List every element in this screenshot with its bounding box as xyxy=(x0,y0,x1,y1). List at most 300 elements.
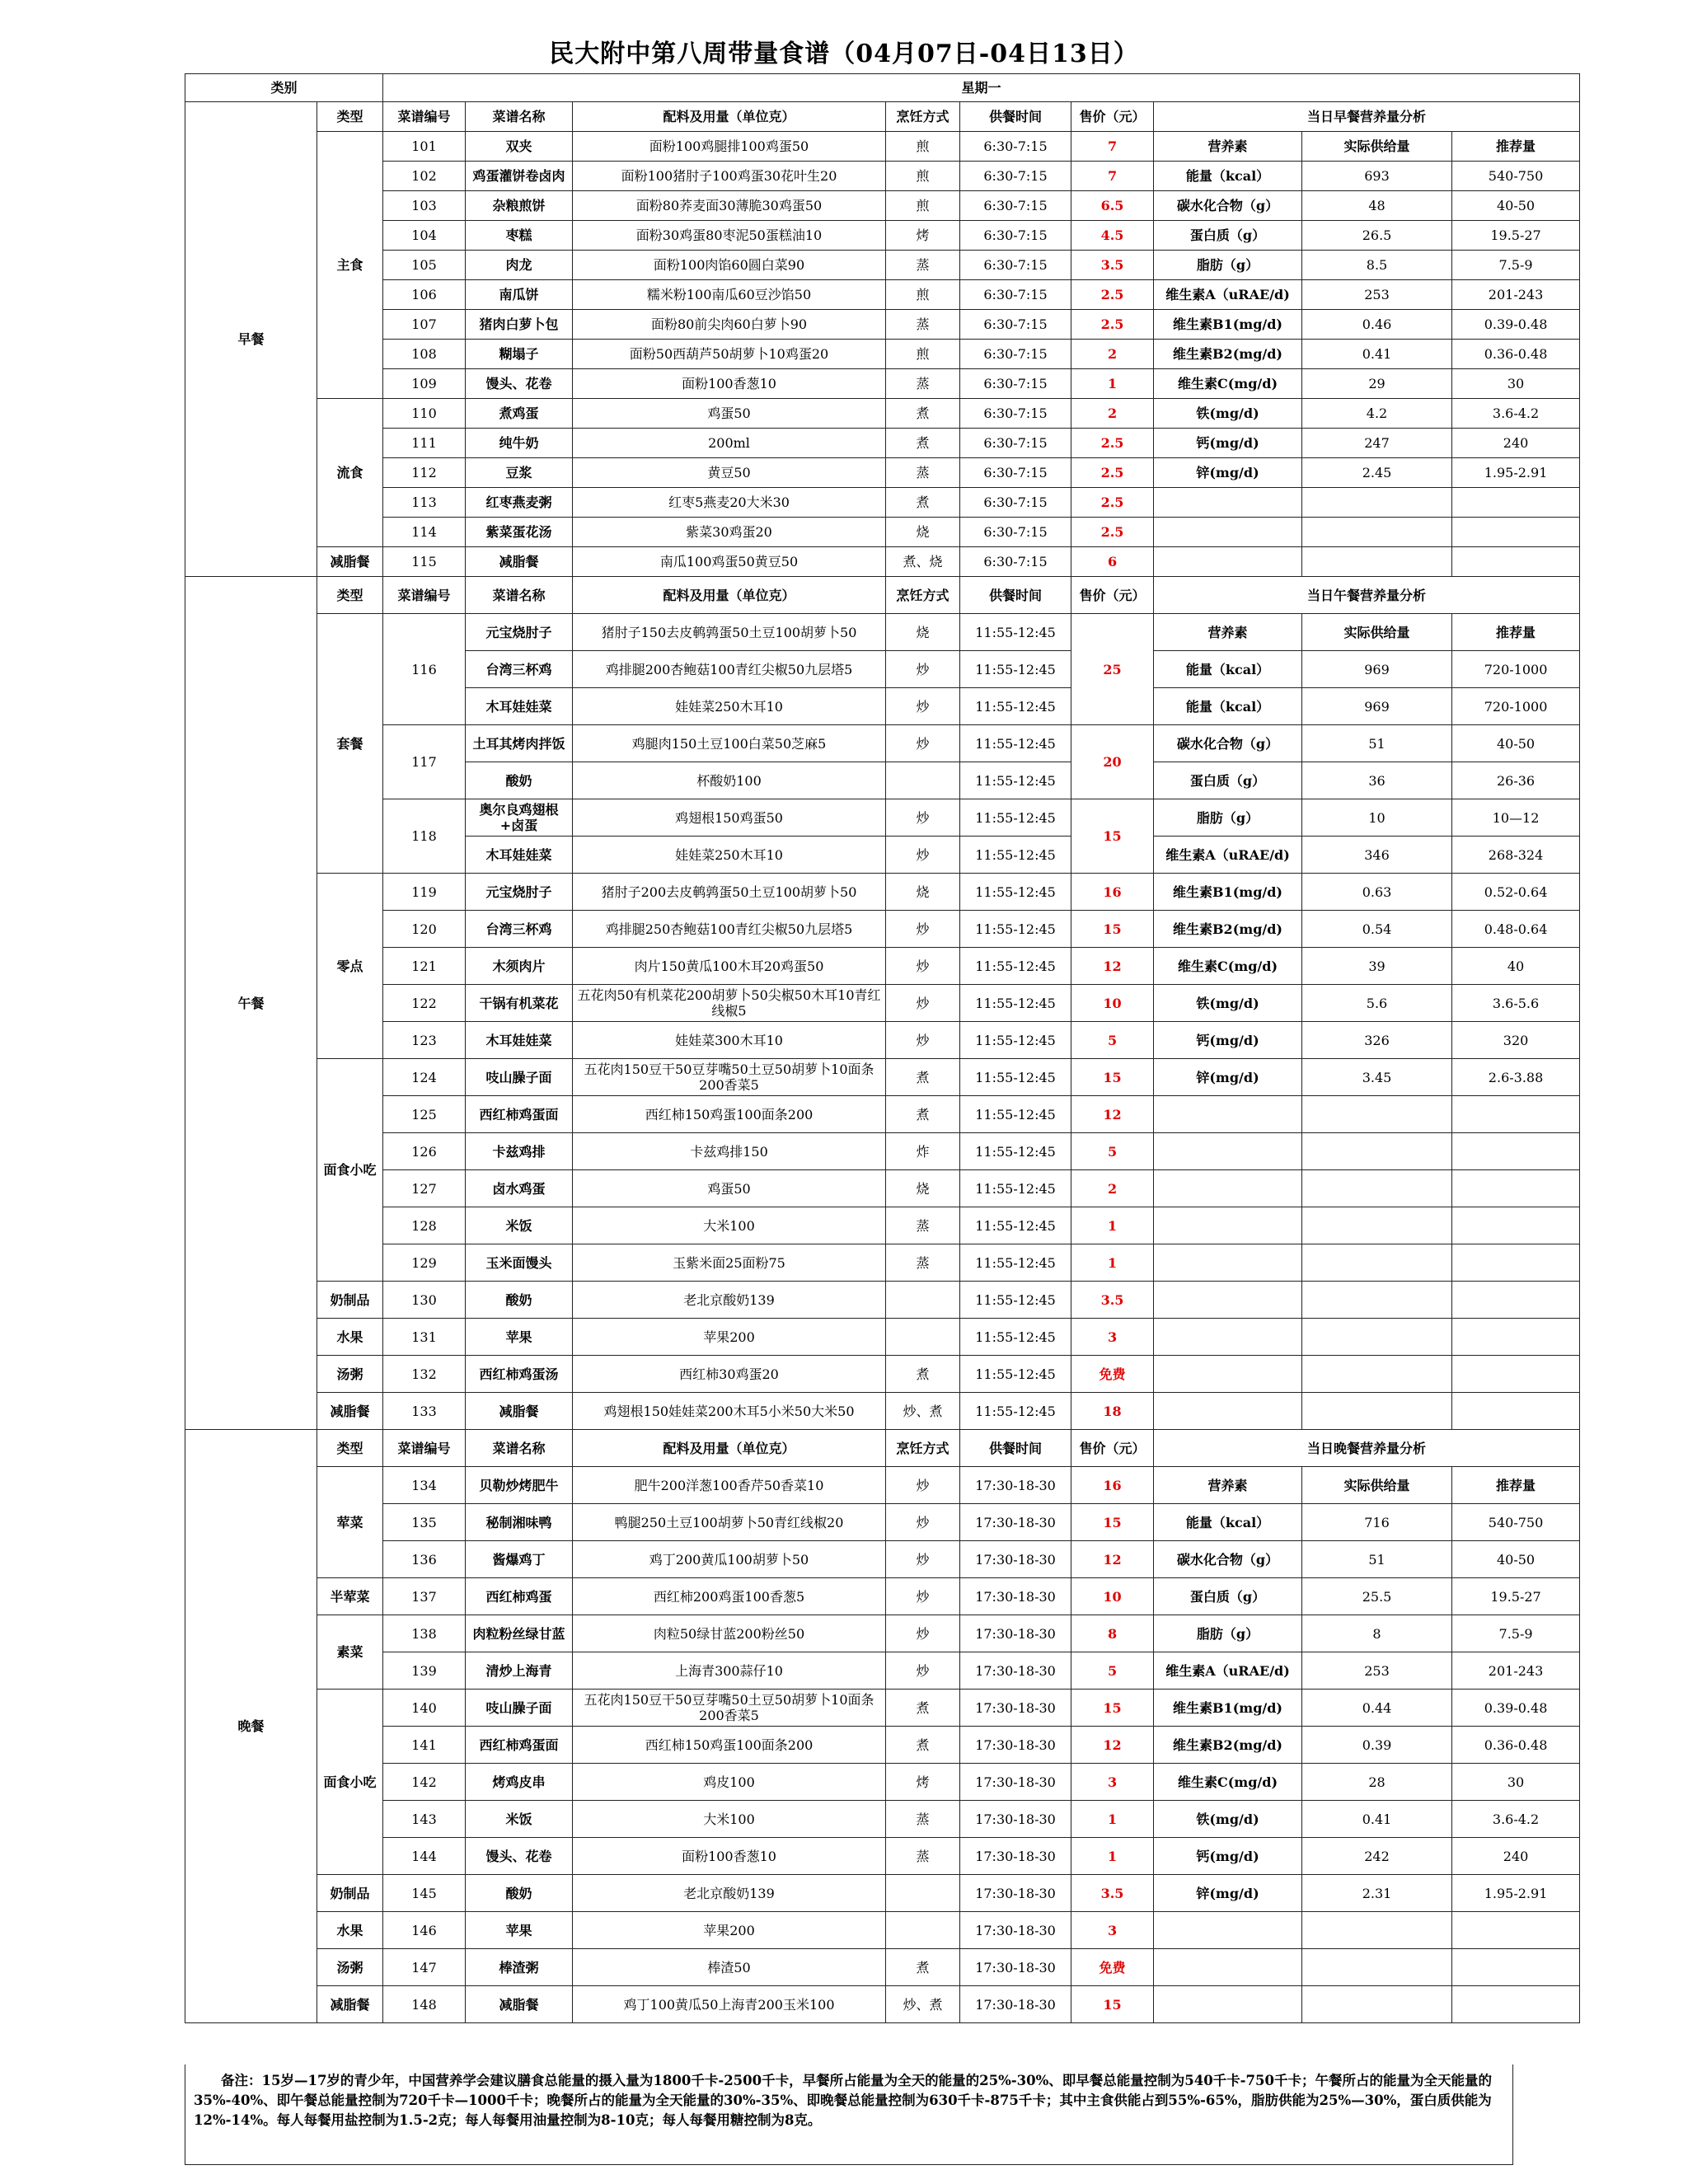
empty-cell xyxy=(1302,1393,1452,1430)
nutrient-actual: 969 xyxy=(1302,688,1452,725)
column-header: 烹饪方式 xyxy=(886,102,960,132)
nutrient-name: 碳水化合物（g） xyxy=(1154,1541,1302,1578)
dish-price: 4.5 xyxy=(1071,221,1154,251)
dish-code: 142 xyxy=(383,1764,466,1801)
serving-time: 6:30-7:15 xyxy=(960,162,1071,191)
serving-time: 6:30-7:15 xyxy=(960,488,1071,518)
empty-cell xyxy=(1154,1949,1302,1986)
cooking-method: 炒 xyxy=(886,948,960,985)
dish-ingredients: 200ml xyxy=(573,429,886,458)
column-header: 菜谱编号 xyxy=(383,1430,466,1467)
group-type: 套餐 xyxy=(317,614,383,874)
dish-name: 馒头、花卷 xyxy=(466,1838,573,1875)
dish-name: 红枣燕麦粥 xyxy=(466,488,573,518)
dish-name: 秘制湘味鸭 xyxy=(466,1504,573,1541)
group-type: 荤菜 xyxy=(317,1467,383,1578)
group-type: 半荤菜 xyxy=(317,1578,383,1615)
nutrient-actual: 39 xyxy=(1302,948,1452,985)
cooking-method: 煎 xyxy=(886,280,960,310)
nutrient-actual: 5.6 xyxy=(1302,985,1452,1022)
nutrient-name: 维生素B1(mg/d) xyxy=(1154,874,1302,911)
dish-code: 107 xyxy=(383,310,466,340)
dish-code: 124 xyxy=(383,1059,466,1096)
table-row xyxy=(185,1170,1580,1207)
nutrient-name: 维生素C(mg/d) xyxy=(1154,1764,1302,1801)
dish-name: 元宝烧肘子 xyxy=(466,614,573,651)
dish-ingredients: 大米100 xyxy=(573,1207,886,1244)
serving-time: 17:30-18-30 xyxy=(960,1690,1071,1727)
serving-time: 6:30-7:15 xyxy=(960,310,1071,340)
dish-ingredients: 老北京酸奶139 xyxy=(573,1282,886,1319)
dish-ingredients: 娃娃菜250木耳10 xyxy=(573,688,886,725)
dish-ingredients: 面粉100香葱10 xyxy=(573,1838,886,1875)
dish-price: 12 xyxy=(1071,1727,1154,1764)
table-row xyxy=(185,1207,1580,1244)
cooking-method xyxy=(886,1912,960,1949)
serving-time: 11:55-12:45 xyxy=(960,725,1071,762)
dish-price: 10 xyxy=(1071,985,1154,1022)
serving-time: 11:55-12:45 xyxy=(960,1022,1071,1059)
dish-name: 吱山臊子面 xyxy=(466,1059,573,1096)
dish-ingredients: 猪肘子150去皮鹌鹑蛋50土豆100胡萝卜50 xyxy=(573,614,886,651)
cooking-method: 炒 xyxy=(886,911,960,948)
nutrient-name: 碳水化合物（g） xyxy=(1154,191,1302,221)
serving-time: 17:30-18-30 xyxy=(960,1541,1071,1578)
dish-ingredients: 大米100 xyxy=(573,1801,886,1838)
table-row xyxy=(185,911,1580,948)
serving-time: 17:30-18-30 xyxy=(960,1615,1071,1652)
empty-cell xyxy=(1154,1912,1302,1949)
dish-ingredients: 西红柿150鸡蛋100面条200 xyxy=(573,1096,886,1133)
table-row xyxy=(185,1467,1580,1504)
empty-cell xyxy=(1302,1319,1452,1356)
cooking-method: 炒 xyxy=(886,1467,960,1504)
dish-price: 15 xyxy=(1071,1690,1154,1727)
table-row xyxy=(185,1282,1580,1319)
table-row xyxy=(185,1615,1580,1652)
cooking-method: 蒸 xyxy=(886,458,960,488)
cooking-method: 烧 xyxy=(886,1170,960,1207)
table-row xyxy=(185,1578,1580,1615)
table-row xyxy=(185,340,1580,369)
table-row xyxy=(185,1319,1580,1356)
dish-code: 118 xyxy=(383,799,466,874)
serving-time: 17:30-18-30 xyxy=(960,1949,1071,1986)
dish-price: 12 xyxy=(1071,1541,1154,1578)
column-header: 供餐时间 xyxy=(960,102,1071,132)
nutrient-actual: 25.5 xyxy=(1302,1578,1452,1615)
dish-name: 糊塌子 xyxy=(466,340,573,369)
nutrient-actual: 48 xyxy=(1302,191,1452,221)
dish-name: 豆浆 xyxy=(466,458,573,488)
nutrient-recommended: 240 xyxy=(1452,429,1580,458)
cooking-method: 蒸 xyxy=(886,1801,960,1838)
nutrient-actual: 8.5 xyxy=(1302,251,1452,280)
nutrient-name: 脂肪（g） xyxy=(1154,799,1302,837)
cooking-method: 炒 xyxy=(886,1504,960,1541)
analysis-title: 当日午餐营养量分析 xyxy=(1154,577,1580,614)
dish-ingredients: 鸡皮100 xyxy=(573,1764,886,1801)
cooking-method: 蒸 xyxy=(886,251,960,280)
dish-ingredients: 鸡丁100黄瓜50上海青200玉米100 xyxy=(573,1986,886,2023)
dish-name: 清炒上海青 xyxy=(466,1652,573,1690)
nutrient-name: 铁(mg/d) xyxy=(1154,1801,1302,1838)
empty-cell xyxy=(1154,1244,1302,1282)
dish-ingredients: 面粉100香葱10 xyxy=(573,369,886,399)
cooking-method: 炒 xyxy=(886,799,960,837)
dish-ingredients: 杯酸奶100 xyxy=(573,762,886,799)
column-header: 烹饪方式 xyxy=(886,577,960,614)
serving-time: 17:30-18-30 xyxy=(960,1875,1071,1912)
serving-time: 6:30-7:15 xyxy=(960,399,1071,429)
cooking-method: 煮 xyxy=(886,1096,960,1133)
nutrient-name: 锌(mg/d) xyxy=(1154,1059,1302,1096)
dish-code: 113 xyxy=(383,488,466,518)
column-header: 菜谱名称 xyxy=(466,102,573,132)
nutrient-recommended: 10—12 xyxy=(1452,799,1580,837)
dish-code: 105 xyxy=(383,251,466,280)
dish-name: 烤鸡皮串 xyxy=(466,1764,573,1801)
dish-price: 15 xyxy=(1071,1986,1154,2023)
dish-ingredients: 卡兹鸡排150 xyxy=(573,1133,886,1170)
nutrient-header: 推荐量 xyxy=(1452,1467,1580,1504)
cooking-method: 煎 xyxy=(886,162,960,191)
group-type: 奶制品 xyxy=(317,1875,383,1912)
meal-header-row xyxy=(185,577,1580,614)
meal-header-row xyxy=(185,1430,1580,1467)
nutrient-name: 脂肪（g） xyxy=(1154,251,1302,280)
dish-code: 122 xyxy=(383,985,466,1022)
dish-name: 木耳娃娃菜 xyxy=(466,1022,573,1059)
dish-ingredients: 鸡排腿250杏鲍菇100青红尖椒50九层塔5 xyxy=(573,911,886,948)
table-row xyxy=(185,221,1580,251)
table-row xyxy=(185,948,1580,985)
analysis-title: 当日早餐营养量分析 xyxy=(1154,102,1580,132)
nutrient-recommended: 0.52-0.64 xyxy=(1452,874,1580,911)
dish-price: 3.5 xyxy=(1071,1282,1154,1319)
serving-time: 17:30-18-30 xyxy=(960,1764,1071,1801)
dish-name: 元宝烧肘子 xyxy=(466,874,573,911)
dish-name: 木耳娃娃菜 xyxy=(466,688,573,725)
nutrient-recommended: 7.5-9 xyxy=(1452,251,1580,280)
column-header: 类型 xyxy=(317,577,383,614)
dish-name: 紫菜蛋花汤 xyxy=(466,518,573,547)
serving-time: 11:55-12:45 xyxy=(960,1059,1071,1096)
dish-code: 102 xyxy=(383,162,466,191)
dish-ingredients: 肉粒50绿甘蓝200粉丝50 xyxy=(573,1615,886,1652)
dish-name: 肉粒粉丝绿甘蓝 xyxy=(466,1615,573,1652)
empty-cell xyxy=(1452,1207,1580,1244)
nutrient-actual: 10 xyxy=(1302,799,1452,837)
nutrient-name: 钙(mg/d) xyxy=(1154,1022,1302,1059)
cooking-method: 炒 xyxy=(886,651,960,688)
nutrient-recommended: 1.95-2.91 xyxy=(1452,458,1580,488)
dish-ingredients: 玉紫米面25面粉75 xyxy=(573,1244,886,1282)
serving-time: 11:55-12:45 xyxy=(960,985,1071,1022)
serving-time: 6:30-7:15 xyxy=(960,547,1071,577)
nutrient-name: 能量（kcal） xyxy=(1154,651,1302,688)
group-type: 面食小吃 xyxy=(317,1059,383,1282)
dish-price: 15 xyxy=(1071,1059,1154,1096)
nutrient-name: 维生素B1(mg/d) xyxy=(1154,310,1302,340)
dish-code: 134 xyxy=(383,1467,466,1504)
dish-code: 123 xyxy=(383,1022,466,1059)
nutrient-actual: 2.31 xyxy=(1302,1875,1452,1912)
nutrient-actual: 0.41 xyxy=(1302,340,1452,369)
nutrient-recommended: 3.6-4.2 xyxy=(1452,1801,1580,1838)
table-row xyxy=(185,1096,1580,1133)
serving-time: 17:30-18-30 xyxy=(960,1912,1071,1949)
empty-cell xyxy=(1302,1207,1452,1244)
dish-name: 奥尔良鸡翅根+卤蛋 xyxy=(466,799,573,837)
serving-time: 6:30-7:15 xyxy=(960,340,1071,369)
dish-price: 12 xyxy=(1071,948,1154,985)
dish-name: 西红柿鸡蛋面 xyxy=(466,1727,573,1764)
serving-time: 6:30-7:15 xyxy=(960,191,1071,221)
dish-name: 米饭 xyxy=(466,1801,573,1838)
dish-code: 106 xyxy=(383,280,466,310)
empty-cell xyxy=(1302,518,1452,547)
header-row xyxy=(185,74,1580,102)
serving-time: 17:30-18-30 xyxy=(960,1578,1071,1615)
column-header: 供餐时间 xyxy=(960,1430,1071,1467)
cooking-method: 蒸 xyxy=(886,1244,960,1282)
dish-price: 2.5 xyxy=(1071,458,1154,488)
table-row xyxy=(185,1912,1580,1949)
nutrient-recommended: 720-1000 xyxy=(1452,651,1580,688)
nutrient-name: 锌(mg/d) xyxy=(1154,1875,1302,1912)
empty-cell xyxy=(1302,1244,1452,1282)
column-header: 配料及用量（单位克） xyxy=(573,1430,886,1467)
empty-cell xyxy=(1154,1096,1302,1133)
dish-code: 138 xyxy=(383,1615,466,1652)
dish-name: 卡兹鸡排 xyxy=(466,1133,573,1170)
dish-ingredients: 肥牛200洋葱100香芹50香菜10 xyxy=(573,1467,886,1504)
cooking-method: 煮 xyxy=(886,1356,960,1393)
dish-name: 米饭 xyxy=(466,1207,573,1244)
column-header: 类型 xyxy=(317,102,383,132)
dish-name: 双夹 xyxy=(466,132,573,162)
empty-cell xyxy=(1302,1170,1452,1207)
serving-time: 17:30-18-30 xyxy=(960,1838,1071,1875)
group-type: 减脂餐 xyxy=(317,547,383,577)
column-header: 菜谱名称 xyxy=(466,577,573,614)
nutrient-recommended: 0.48-0.64 xyxy=(1452,911,1580,948)
serving-time: 11:55-12:45 xyxy=(960,837,1071,874)
serving-time: 11:55-12:45 xyxy=(960,1319,1071,1356)
empty-cell xyxy=(1452,1133,1580,1170)
nutrient-recommended: 0.36-0.48 xyxy=(1452,340,1580,369)
dish-price: 8 xyxy=(1071,1615,1154,1652)
nutrient-actual: 26.5 xyxy=(1302,221,1452,251)
nutrient-header: 实际供给量 xyxy=(1302,1467,1452,1504)
nutrient-actual: 28 xyxy=(1302,1764,1452,1801)
dish-name: 酸奶 xyxy=(466,1282,573,1319)
serving-time: 11:55-12:45 xyxy=(960,799,1071,837)
table-row xyxy=(185,547,1580,577)
category-header: 类别 xyxy=(185,74,383,102)
dish-code: 144 xyxy=(383,1838,466,1875)
serving-time: 11:55-12:45 xyxy=(960,948,1071,985)
dish-ingredients: 面粉100鸡腿排100鸡蛋50 xyxy=(573,132,886,162)
dish-ingredients: 鸡排腿200杏鲍菇100青红尖椒50九层塔5 xyxy=(573,651,886,688)
serving-time: 11:55-12:45 xyxy=(960,1170,1071,1207)
nutrient-actual: 716 xyxy=(1302,1504,1452,1541)
serving-time: 11:55-12:45 xyxy=(960,1133,1071,1170)
nutrient-recommended: 2.6-3.88 xyxy=(1452,1059,1580,1096)
dish-ingredients: 娃娃菜300木耳10 xyxy=(573,1022,886,1059)
empty-cell xyxy=(1452,1319,1580,1356)
cooking-method: 烧 xyxy=(886,614,960,651)
dish-ingredients: 红枣5燕麦20大米30 xyxy=(573,488,886,518)
empty-cell xyxy=(1302,1133,1452,1170)
dish-ingredients: 鸡丁200黄瓜100胡萝卜50 xyxy=(573,1541,886,1578)
dish-code: 125 xyxy=(383,1096,466,1133)
dish-code: 145 xyxy=(383,1875,466,1912)
dish-price: 7 xyxy=(1071,162,1154,191)
nutrient-name: 锌(mg/d) xyxy=(1154,458,1302,488)
cooking-method: 煮 xyxy=(886,1059,960,1096)
dish-ingredients: 五花肉150豆干50豆芽嘴50土豆50胡萝卜10面条200香菜5 xyxy=(573,1690,886,1727)
dish-code: 117 xyxy=(383,725,466,799)
dish-code: 114 xyxy=(383,518,466,547)
empty-cell xyxy=(1452,1393,1580,1430)
nutrient-actual: 51 xyxy=(1302,725,1452,762)
empty-cell xyxy=(1302,488,1452,518)
nutrient-name: 蛋白质（g） xyxy=(1154,762,1302,799)
cooking-method: 炒 xyxy=(886,985,960,1022)
serving-time: 17:30-18-30 xyxy=(960,1801,1071,1838)
nutrient-recommended: 0.39-0.48 xyxy=(1452,310,1580,340)
nutrient-name: 维生素B1(mg/d) xyxy=(1154,1690,1302,1727)
dish-price: 3 xyxy=(1071,1319,1154,1356)
nutrient-actual: 0.39 xyxy=(1302,1727,1452,1764)
dish-code: 120 xyxy=(383,911,466,948)
table-row xyxy=(185,614,1580,651)
table-row xyxy=(185,1875,1580,1912)
dish-name: 苹果 xyxy=(466,1319,573,1356)
cooking-method: 烤 xyxy=(886,1764,960,1801)
dish-ingredients: 肉片150黄瓜100木耳20鸡蛋50 xyxy=(573,948,886,985)
dish-price: 18 xyxy=(1071,1393,1154,1430)
cooking-method: 煎 xyxy=(886,132,960,162)
table-row xyxy=(185,132,1580,162)
table-row xyxy=(185,799,1580,837)
nutrient-actual: 969 xyxy=(1302,651,1452,688)
dish-price: 12 xyxy=(1071,1096,1154,1133)
column-header: 售价（元） xyxy=(1071,102,1154,132)
table-row xyxy=(185,1541,1580,1578)
dish-name: 煮鸡蛋 xyxy=(466,399,573,429)
nutrient-recommended: 40-50 xyxy=(1452,725,1580,762)
nutrient-recommended: 268-324 xyxy=(1452,837,1580,874)
nutrient-recommended: 7.5-9 xyxy=(1452,1615,1580,1652)
dish-ingredients: 西红柿150鸡蛋100面条200 xyxy=(573,1727,886,1764)
empty-cell xyxy=(1154,1393,1302,1430)
nutrient-actual: 346 xyxy=(1302,837,1452,874)
dish-ingredients: 糯米粉100南瓜60豆沙馅50 xyxy=(573,280,886,310)
dish-name: 卤水鸡蛋 xyxy=(466,1170,573,1207)
dish-price: 2.5 xyxy=(1071,488,1154,518)
dish-name: 玉米面馒头 xyxy=(466,1244,573,1282)
group-type: 水果 xyxy=(317,1319,383,1356)
nutrient-recommended: 240 xyxy=(1452,1838,1580,1875)
dish-name: 木须肉片 xyxy=(466,948,573,985)
dish-ingredients: 棒渣50 xyxy=(573,1949,886,1986)
dish-price: 免费 xyxy=(1071,1949,1154,1986)
dish-price: 16 xyxy=(1071,874,1154,911)
dish-name: 吱山臊子面 xyxy=(466,1690,573,1727)
analysis-title: 当日晚餐营养量分析 xyxy=(1154,1430,1580,1467)
nutrient-name: 钙(mg/d) xyxy=(1154,1838,1302,1875)
empty-cell xyxy=(1302,1949,1452,1986)
dish-price: 2.5 xyxy=(1071,518,1154,547)
empty-cell xyxy=(1154,547,1302,577)
table-row xyxy=(185,1504,1580,1541)
dish-price: 5 xyxy=(1071,1652,1154,1690)
table-row xyxy=(185,1356,1580,1393)
empty-cell xyxy=(1452,1986,1580,2023)
dish-code: 127 xyxy=(383,1170,466,1207)
table-row xyxy=(185,1690,1580,1727)
table-row xyxy=(185,369,1580,399)
serving-time: 6:30-7:15 xyxy=(960,251,1071,280)
dish-price: 15 xyxy=(1071,1504,1154,1541)
dish-name: 酸奶 xyxy=(466,1875,573,1912)
dish-ingredients: 面粉100猪肘子100鸡蛋30花叶生20 xyxy=(573,162,886,191)
dish-price: 16 xyxy=(1071,1467,1154,1504)
nutrient-recommended: 540-750 xyxy=(1452,162,1580,191)
table-row xyxy=(185,162,1580,191)
table-row xyxy=(185,488,1580,518)
nutrient-name: 维生素B2(mg/d) xyxy=(1154,911,1302,948)
table-row xyxy=(185,874,1580,911)
dish-name: 土耳其烤肉拌饭 xyxy=(466,725,573,762)
column-header: 类型 xyxy=(317,1430,383,1467)
dish-price: 15 xyxy=(1071,799,1154,874)
dish-code: 135 xyxy=(383,1504,466,1541)
dish-price: 3 xyxy=(1071,1912,1154,1949)
dish-price: 免费 xyxy=(1071,1356,1154,1393)
dish-price: 2.5 xyxy=(1071,310,1154,340)
table-row xyxy=(185,1986,1580,2023)
table-row xyxy=(185,399,1580,429)
dish-price: 7 xyxy=(1071,132,1154,162)
nutrient-name: 蛋白质（g） xyxy=(1154,221,1302,251)
dish-code: 108 xyxy=(383,340,466,369)
column-header: 售价（元） xyxy=(1071,1430,1154,1467)
nutrient-name: 维生素A（uRAE/d) xyxy=(1154,1652,1302,1690)
nutrient-header: 营养素 xyxy=(1154,132,1302,162)
dish-ingredients: 鸡蛋50 xyxy=(573,1170,886,1207)
empty-cell xyxy=(1154,1319,1302,1356)
column-header: 供餐时间 xyxy=(960,577,1071,614)
cooking-method: 炒 xyxy=(886,1578,960,1615)
nutrient-name: 维生素A（uRAE/d) xyxy=(1154,280,1302,310)
meal-header-row xyxy=(185,102,1580,132)
dish-price: 2.5 xyxy=(1071,280,1154,310)
nutrient-actual: 2.45 xyxy=(1302,458,1452,488)
column-header: 售价（元） xyxy=(1071,577,1154,614)
nutrient-actual: 29 xyxy=(1302,369,1452,399)
group-type: 减脂餐 xyxy=(317,1393,383,1430)
empty-cell xyxy=(1452,1356,1580,1393)
dish-ingredients: 猪肘子200去皮鹌鹑蛋50土豆100胡萝卜50 xyxy=(573,874,886,911)
column-header: 配料及用量（单位克） xyxy=(573,102,886,132)
group-type: 汤粥 xyxy=(317,1949,383,1986)
nutrient-name: 能量（kcal） xyxy=(1154,162,1302,191)
dish-name: 木耳娃娃菜 xyxy=(466,837,573,874)
